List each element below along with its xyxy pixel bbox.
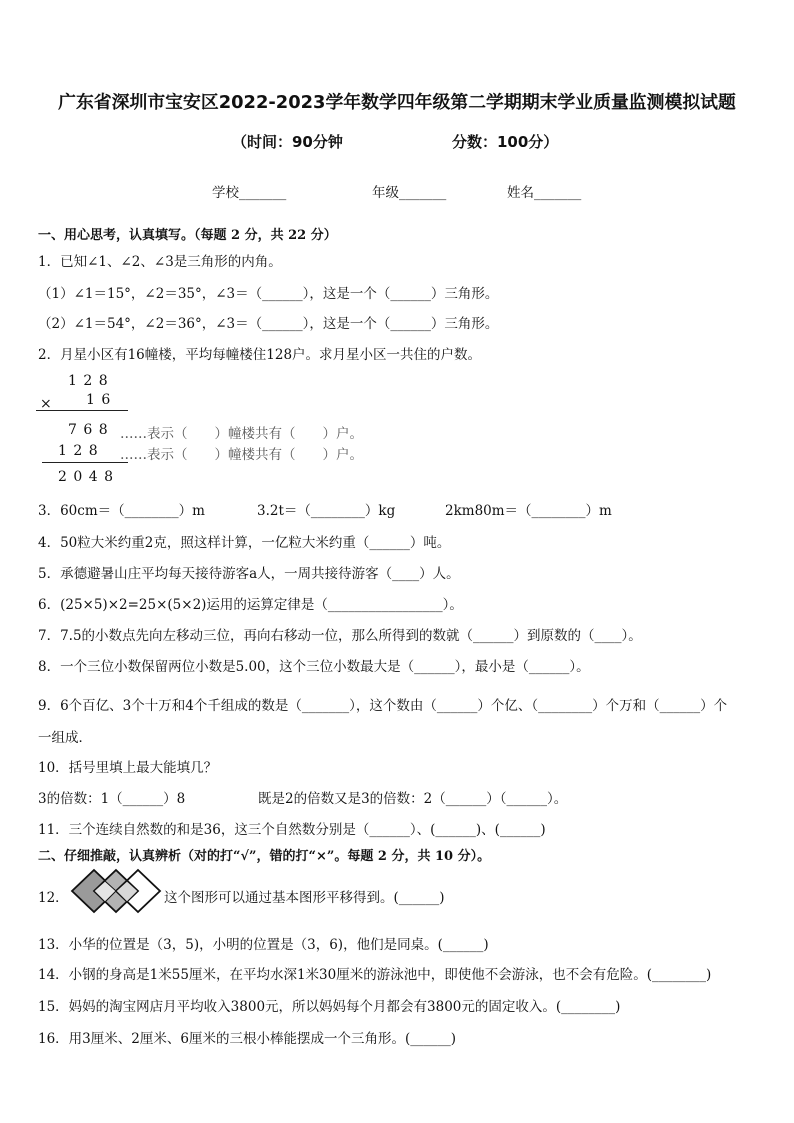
question-5: 5．承德避暑山庄平均每天接待游客a人，一周共接待游客（____）人。 [38, 566, 460, 582]
question-1-part-1: （1）∠1＝15°，∠2＝35°，∠3＝（______），这是一个（______）三角形。 [38, 286, 499, 302]
question-2: 2．月星小区有16幢楼，平均每幢楼住128户。求月星小区一共住的户数。 [38, 347, 482, 363]
name-field: 姓名_______ [507, 185, 582, 201]
question-9: 9．6个百亿、3个十万和4个千组成的数是（_______），这个数由（______）个亿、（________）个万和（______）个 [38, 698, 728, 714]
question-11: 11．三个连续自然数的和是36，这三个自然数分别是（______）、(______)、(______) [38, 822, 546, 838]
question-3-part-1: 3．60cm＝（________）m [38, 503, 205, 519]
question-15: 15．妈妈的淘宝网店月平均收入3800元，所以妈妈每个月都会有3800元的固定收入。(________) [38, 999, 621, 1015]
question-14: 14．小钢的身高是1米55厘米，在平均水深1米30厘米的游泳池中，即使他不会游泳，也不会有危险。(________) [38, 967, 712, 983]
mult-partial-1-note: ……表示（ ）幢楼共有（ ）户。 [120, 426, 363, 442]
question-1-part-2: （2）∠1＝54°，∠2＝36°，∠3＝（______），这是一个（______）三角形。 [38, 316, 499, 332]
question-4: 4．50粒大米约重2克，照这样计算，一亿粒大米约重（______）吨。 [38, 535, 451, 551]
mult-sign: × [40, 396, 53, 412]
mult-partial-2-note: ……表示（ ）幢楼共有（ ）户。 [120, 447, 363, 463]
question-10-part-2: 既是2的倍数又是3的倍数：2（______）（______）。 [258, 791, 568, 807]
question-3-part-2: 3.2t＝（________）kg [257, 503, 396, 519]
question-16: 16．用3厘米、2厘米、6厘米的三根小棒能摆成一个三角形。(______) [38, 1031, 456, 1047]
section-1-heading: 一、用心思考，认真填写。（每题 2 分，共 22 分） [38, 228, 337, 243]
question-9-continued: 一组成． [38, 730, 92, 746]
question-12: 这个图形可以通过基本图形平移得到。(______) [164, 890, 445, 906]
mult-product: 2 0 4 8 [58, 469, 114, 485]
mult-multiplicand: 1 2 8 [68, 373, 109, 389]
question-13: 13．小华的位置是（3，5)，小明的位置是（3，6)，他们是同桌。(______) [38, 937, 489, 953]
mult-partial-2: 1 2 8 [58, 443, 99, 459]
diamond-pattern-figure [70, 868, 164, 914]
page-title: 广东省深圳市宝安区2022-2023学年数学四年级第二学期期末学业质量监测模拟试题 [58, 92, 736, 113]
question-8: 8．一个三位小数保留两位小数是5.00，这个三位小数最大是（______），最小是（______）。 [38, 659, 590, 675]
exam-time: （时间：90分钟 [232, 133, 343, 151]
school-field: 学校_______ [212, 185, 287, 201]
mult-multiplier: 1 6 [86, 392, 112, 408]
question-10-part-1: 3的倍数：1（______）8 [38, 791, 186, 807]
section-2-heading: 二、仔细推敲，认真辨析（对的打“√”，错的打“×”。每题 2 分，共 10 分）。 [38, 849, 491, 864]
grade-field: 年级_______ [372, 185, 447, 201]
question-10: 10．括号里填上最大能填几？ [38, 760, 218, 776]
question-3-part-3: 2km80m＝（________）m [445, 503, 612, 519]
question-1: 1．已知∠1、∠2、∠3是三角形的内角。 [38, 254, 282, 270]
question-6: 6．(25×5)×2=25×(5×2)运用的运算定律是（_________________）。 [38, 597, 463, 613]
question-7: 7．7.5的小数点先向左移动三位，再向右移动一位，那么所得到的数就（______）到原数的（____）。 [38, 628, 642, 644]
question-12-number: 12． [38, 890, 69, 906]
mult-line-2 [42, 462, 128, 463]
mult-line-1 [36, 410, 128, 411]
exam-score: 分数：100分） [452, 133, 559, 151]
mult-partial-1: 7 6 8 [68, 422, 109, 438]
